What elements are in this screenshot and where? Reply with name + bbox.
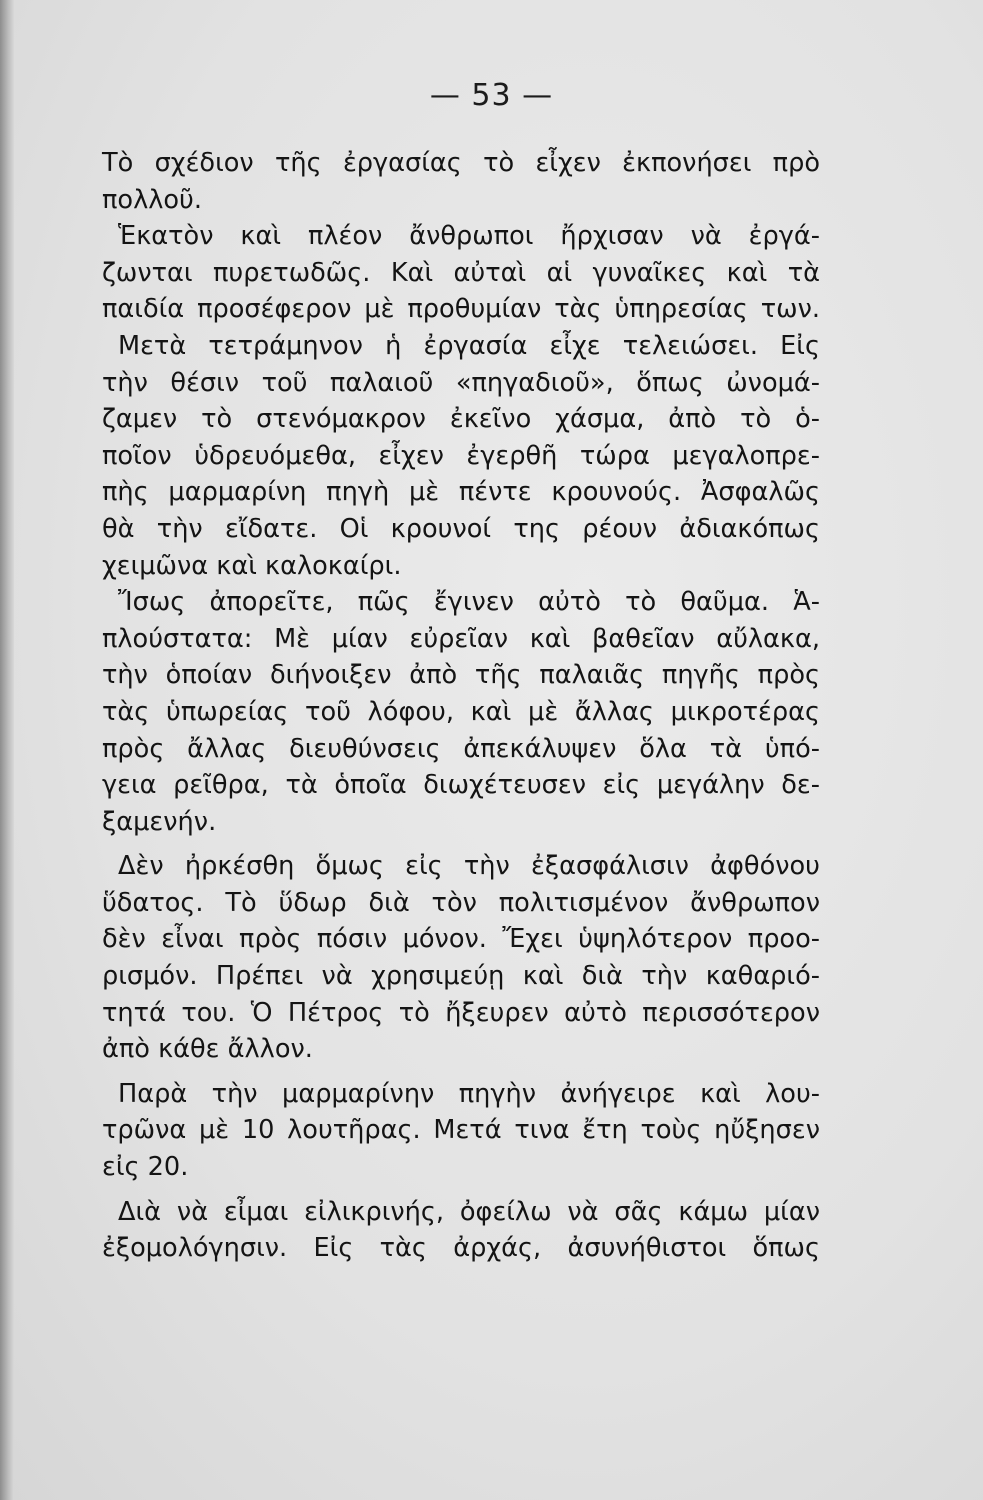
text-line: τὰς ὑπωρείας τοῦ λόφου, καὶ μὲ ἄλλας μικροτέρας: [102, 696, 820, 727]
text-line: τὴν θέσιν τοῦ παλαιοῦ «πηγαδιοῦ», ὅπως ὠνομά-: [102, 367, 820, 398]
text-line: χειμῶνα καὶ καλοκαίρι.: [102, 550, 402, 581]
text-line: πρὸς ἄλλας διευθύνσεις ἀπεκάλυψεν ὅλα τὰ ὑπό-: [102, 733, 820, 764]
text-line: Τὸ σχέδιον τῆς ἐργασίας τὸ εἶχεν ἐκπονήσει πρὸ: [102, 148, 820, 178]
text-line: πὴς μαρμαρίνη πηγὴ μὲ πέντε κρουνούς. Ἀσφαλῶς: [102, 477, 820, 508]
page-number: — 53 —: [429, 78, 554, 113]
text-line: Παρὰ τὴν μαρμαρίνην πηγὴν ἀνήγειρε καὶ λου-: [118, 1078, 820, 1109]
text-line: Δὲν ἠρκέσθη ὅμως εἰς τὴν ἐξασφάλισιν ἀφθόνου: [118, 851, 820, 882]
text-line: Διὰ νὰ εἶμαι εἰλικρινής, ὀφείλω νὰ σᾶς κάμω μίαν: [118, 1196, 820, 1227]
paragraph-gap: [102, 1068, 820, 1076]
paragraph-gap: [102, 840, 820, 848]
text-line: Ἴσως ἀπορεῖτε, πῶς ἔγινεν αὐτὸ τὸ θαῦμα. Ἁ-: [118, 587, 820, 618]
text-line: Μετὰ τετράμηνον ἡ ἐργασία εἶχε τελειώσει. Εἰς: [118, 330, 820, 361]
text-line: γεια ρεῖθρα, τὰ ὁποῖα διωχέτευσεν εἰς μεγάλην δε-: [102, 770, 820, 801]
page-gutter-shadow: [0, 0, 14, 1500]
paragraph-gap: [102, 1186, 820, 1194]
text-line: τρῶνα μὲ 10 λουτῆρας. Μετά τινα ἔτη τοὺς ηὔξησεν: [102, 1115, 820, 1146]
text-line: ξαμενήν.: [102, 806, 217, 837]
text-line: παιδία προσέφερον μὲ προθυμίαν τὰς ὑπηρεσίας των.: [102, 294, 820, 325]
text-line: Ἑκατὸν καὶ πλέον ἄνθρωποι ἤρχισαν νὰ ἐργά-: [118, 221, 820, 252]
text-line: τὴν ὁποίαν διήνοιξεν ἀπὸ τῆς παλαιᾶς πηγῆς πρὸς: [102, 660, 820, 691]
text-line: δὲν εἶναι πρὸς πόσιν μόνον. Ἔχει ὑψηλότερον προο-: [102, 924, 820, 955]
text-line: πλούστατα: Μὲ μίαν εὐρεῖαν καὶ βαθεῖαν αὔλακα,: [102, 623, 820, 654]
text-line: εἰς 20.: [102, 1152, 189, 1183]
text-line: ποῖον ὑδρευόμεθα, εἶχεν ἐγερθῆ τώρα μεγαλοπρε-: [102, 440, 820, 471]
text-line: ἐξομολόγησιν. Εἰς τὰς ἀρχάς, ἀσυνήθιστοι ὅπως: [102, 1233, 820, 1264]
text-line: θὰ τὴν εἴδατε. Οἱ κρουνοί της ρέουν ἀδιακόπως: [102, 513, 820, 544]
text-line: ἀπὸ κάθε ἄλλον.: [102, 1034, 313, 1065]
body-text: [102, 145, 820, 1267]
text-line: ζαμεν τὸ στενόμακρον ἐκεῖνο χάσμα, ἀπὸ τὸ ὁ-: [102, 404, 820, 435]
text-line: τητά του. Ὁ Πέτρος τὸ ἤξευρεν αὐτὸ περισσότερον: [102, 997, 820, 1028]
text-line: πολλοῦ.: [102, 184, 202, 215]
text-line: ὕδατος. Τὸ ὕδωρ διὰ τὸν πολιτισμένον ἄνθρωπον: [102, 887, 820, 918]
text-line: ρισμόν. Πρέπει νὰ χρησιμεύῃ καὶ διὰ τὴν καθαριό-: [102, 961, 820, 992]
text-line: ζωνται πυρετωδῶς. Καὶ αὐταὶ αἱ γυναῖκες καὶ τὰ: [102, 257, 820, 288]
